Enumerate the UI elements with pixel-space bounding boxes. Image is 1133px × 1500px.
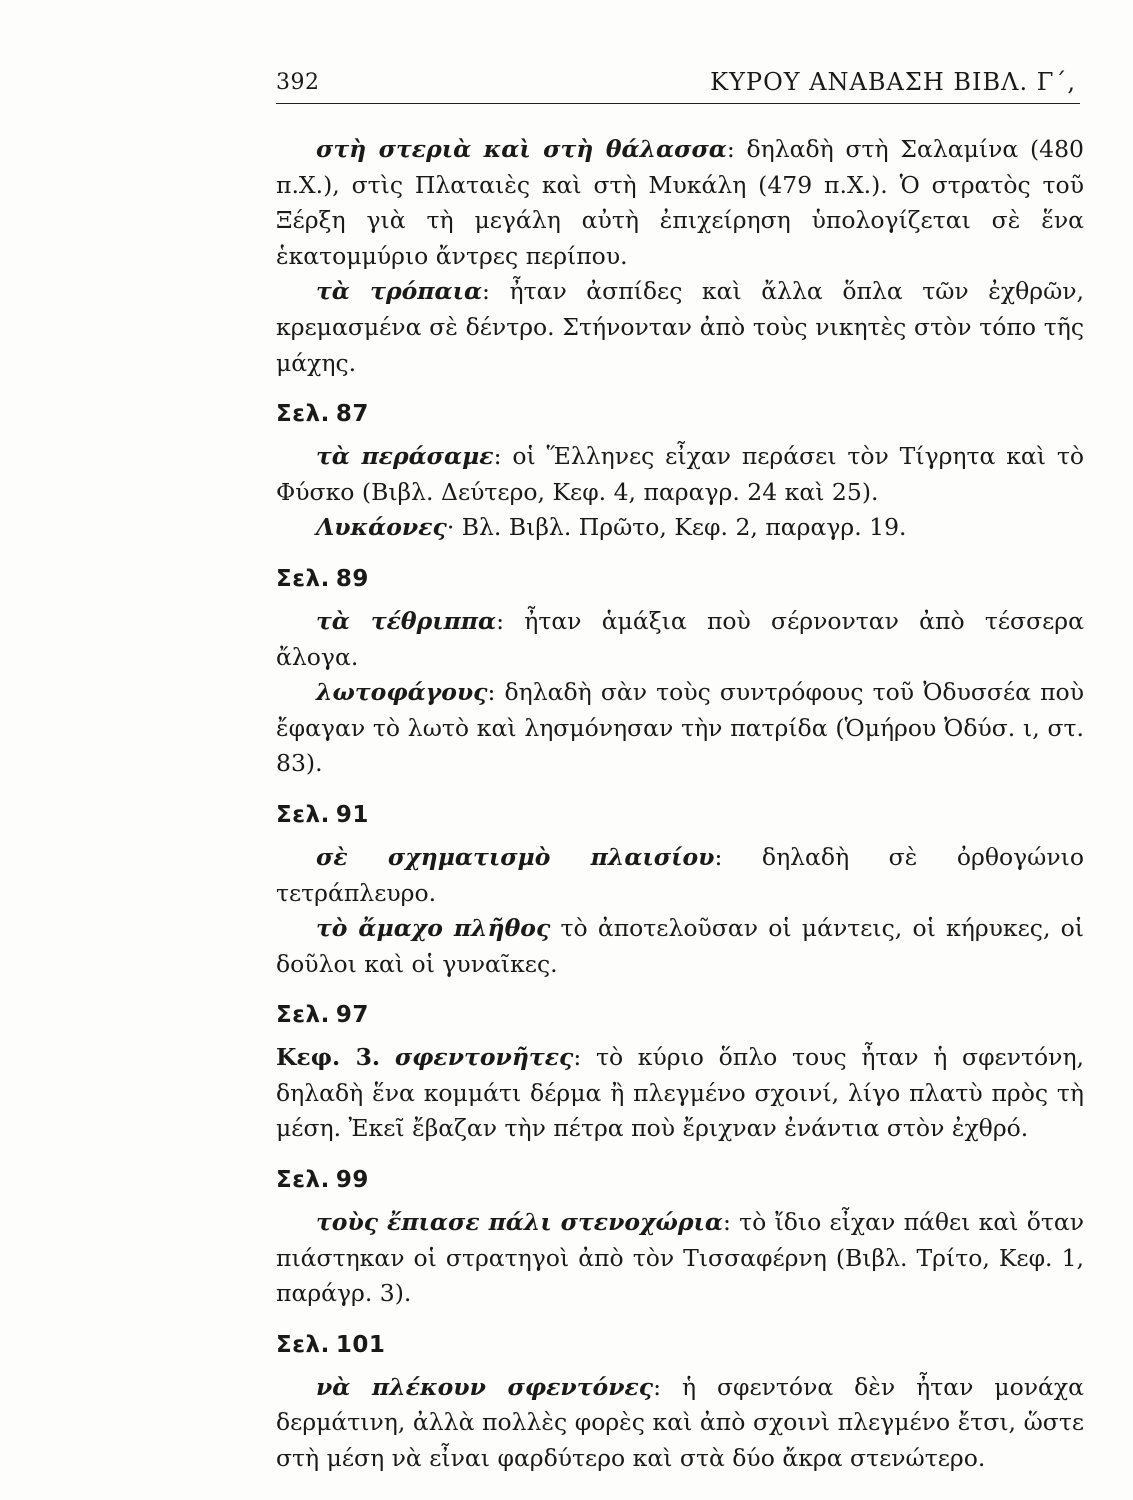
note-term: Λυκάονες [316,513,447,542]
section-number: 101 [335,1331,386,1358]
section-heading [276,1330,1084,1360]
note-text: : δηλαδὴ σὰν τοὺς συντρόφους τοῦ Ὀδυσσέα ποὺ ἔφαγαν τὸ λωτὸ καὶ λησμόνησαν τὴν πατρίδα (Ὁμήρου Ὀδύσ. ι, στ. 83). [276,678,1084,778]
section-label: Σελ. [276,1002,330,1029]
note-term: τὸ ἄμαχο πλῆθος [316,914,551,943]
note-entry [276,1205,1084,1312]
note-entry [276,439,1084,510]
note-entry [276,132,1084,274]
note-entry [276,510,1084,546]
note-term: τὰ περάσαμε [316,442,494,471]
section-heading [276,564,1084,594]
note-text: : δηλαδὴ σὲ ὀρθογώνιο τετράπλευρο. [276,842,1084,907]
section-number: 99 [335,1167,369,1194]
section-heading [276,1165,1084,1195]
page-header [276,62,1076,102]
section-label: Σελ. [276,1167,330,1194]
section-number: 89 [335,565,369,592]
note-entry [276,675,1084,782]
section-number: 91 [335,801,369,828]
note-term: σφεντονῆτες [394,1043,574,1072]
section-number: 87 [335,401,369,428]
note-text: : ἡ σφεντόνα δὲν ἦταν μονάχα δερμάτινη, ἀλλὰ πολλὲς φορὲς καὶ ἀπὸ σχοινὶ πλεγμένο ἔτσι, ὥστε στὴ μέση νὰ εἶναι φαρδύτερο καὶ στὰ δύο ἄκρα στενώτερο. [276,1372,1084,1473]
note-term: νὰ πλέκουν σφεντόνες [316,1372,654,1401]
note-term: στὴ στεριὰ καὶ στὴ θάλασσα [316,135,727,163]
chapter-ref: Κεφ. 3. [276,1043,381,1072]
section-heading [276,399,1084,429]
note-entry [276,1370,1084,1477]
notes-body [276,132,1084,1477]
note-entry [276,604,1084,675]
note-text: : οἱ Ἕλληνες εἶχαν περάσει τὸν Τίγρητα καὶ τὸ Φύσκο (Βιβλ. Δεύτερο, Κεφ. 4, παραγρ. 24 καὶ 25). [276,442,1084,506]
note-entry [276,1040,1084,1147]
note-text: : τὸ ἴδιο εἶχαν πάθει καὶ ὅταν πιάστηκαν οἱ στρατηγοὶ ἀπὸ τὸν Τισσαφέρνη (Βιβλ. Τρίτο, Κεφ. 1, παράγρ. 3). [276,1208,1084,1308]
section-number: 97 [335,1002,369,1029]
section-heading [276,1000,1084,1030]
section-label: Σελ. [276,801,330,828]
note-text: · Βλ. Βιβλ. Πρῶτο, Κεφ. 2, παραγρ. 19. [446,513,907,542]
note-text: : τὸ κύριο ὅπλο τους ἦταν ἡ σφεντόνη, δηλαδὴ ἕνα κομμάτι δέρμα ἢ πλεγμένο σχοινί, λίγο πλατὺ πρὸς τὴ μέση. Ἐκεῖ ἔβαζαν τὴν πέτρα ποὺ ἔριχναν ἐνάντια στὸν ἐχθρό. [276,1043,1084,1143]
note-entry [276,840,1084,911]
section-heading [276,800,1084,830]
section-label: Σελ. [276,565,330,592]
note-text: : ἦταν ἀσπίδες καὶ ἄλλα ὅπλα τῶν ἐχθρῶν, κρεμασμένα σὲ δέντρο. Στήνονταν ἀπὸ τοὺς νικητὲς στὸν τόπο τῆς μάχης. [276,277,1084,377]
section-label: Σελ. [276,401,330,428]
note-term: τὰ τρόπαια [316,277,483,306]
note-entry [276,911,1084,982]
section-label: Σελ. [276,1331,330,1358]
note-term: σὲ σχηματισμὸ πλαισίου [316,842,715,871]
running-title: ΚΥΡΟΥ ΑΝΑΒΑΣΗ ΒΙΒΛ. Γ΄, [710,68,1076,96]
note-entry [276,274,1084,381]
note-term: τοὺς ἔπιασε πάλι στενοχώρια [316,1208,723,1237]
header-rule [276,103,1080,104]
note-text: : δηλαδὴ στὴ Σαλαμίνα (480 π.Χ.), στὶς Πλαταιὲς καὶ στὴ Μυκάλη (479 π.Χ.). Ὁ στρατὸς τοῦ Ξέρξη γιὰ τὴ μεγάλη αὐτὴ ἐπιχείρηση ὑπολογίζεται σὲ ἕνα ἑκατομμύριο ἄντρες περίπου. [276,135,1084,270]
note-term: λωτοφάγους [316,678,488,707]
note-text: : ἦταν ἁμάξια ποὺ σέρνονταν ἀπὸ τέσσερα ἄλογα. [276,606,1084,671]
note-term: τὰ τέθριππα [316,606,497,635]
note-text: τὸ ἀποτελοῦσαν οἱ μάντεις, οἱ κήρυκες, οἱ δοῦλοι καὶ οἱ γυναῖκες. [276,914,1084,978]
page-number: 392 [276,70,320,95]
